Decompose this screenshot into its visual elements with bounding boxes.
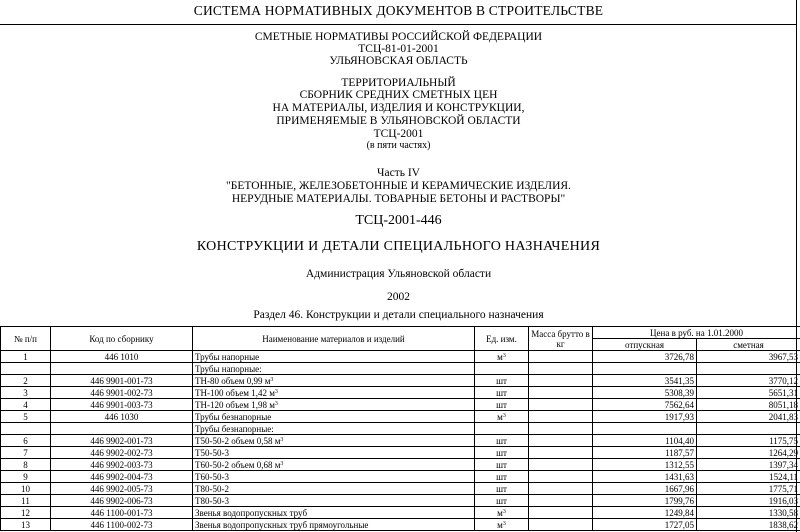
row-code: 446 9901-002-73 (51, 387, 193, 399)
row-name: Т50-50-2 объем 0,58 $м^3$ (193, 435, 475, 447)
row-price-sale (593, 363, 697, 375)
row-price-sale: 1917,93 (593, 411, 697, 423)
row-price-est: 1775,71 (697, 483, 800, 495)
row-mass (529, 459, 593, 471)
collection-line-1: ТЕРРИТОРИАЛЬНЫЙ (341, 77, 456, 89)
administration: Администрация Ульяновской области (305, 268, 492, 280)
col-price-sale-header: отпускная (593, 339, 697, 351)
row-price-sale: 1187,57 (593, 447, 697, 459)
table-row (1, 507, 800, 519)
year: 2002 (387, 291, 410, 303)
row-number: 1 (1, 351, 51, 363)
row-mass (529, 375, 593, 387)
collection-line-4: ПРИМЕНЯЕМЫЕ В УЛЬЯНОВСКОЙ ОБЛАСТИ (276, 115, 521, 127)
collection-code: ТСЦ-2001 (373, 128, 424, 140)
part-title-2: НЕРУДНЫЕ МАТЕРИАЛЫ. ТОВАРНЫЕ БЕТОНЫ И РАСТВОРЫ" (231, 193, 566, 205)
row-unit: шт (475, 495, 529, 507)
row-price-est: 1524,11 (697, 471, 800, 483)
norms-code: ТСЦ-81-01-2001 (358, 43, 439, 55)
row-mass (529, 387, 593, 399)
row-price-est: 1330,58 (697, 507, 800, 519)
row-code (51, 363, 193, 375)
row-name: ТН-120 объем 1,98 $м^3$ (193, 399, 475, 411)
parts-note: (в пяти частях) (366, 140, 431, 151)
part-title-1: "БЕТОННЫЕ, ЖЕЛЕЗОБЕТОННЫЕ И КЕРАМИЧЕСКИЕ ИЗДЕЛИЯ. (226, 180, 571, 192)
row-mass (529, 363, 593, 375)
table-row (1, 435, 800, 447)
row-name: Т60-50-3 (193, 471, 475, 483)
row-unit: шт (475, 459, 529, 471)
table-row (1, 471, 800, 483)
table-row (1, 363, 800, 375)
row-number: 7 (1, 447, 51, 459)
row-unit: шт (475, 483, 529, 495)
col-mass-header: Масса брутто в кг (529, 327, 593, 351)
row-mass (529, 519, 593, 531)
row-name: Трубы напорные (193, 351, 475, 363)
row-price-sale: 1312,55 (593, 459, 697, 471)
row-mass (529, 399, 593, 411)
table-row (1, 459, 800, 471)
row-name: Т80-50-2 (193, 483, 475, 495)
document-title: КОНСТРУКЦИИ И ДЕТАЛИ СПЕЦИАЛЬНОГО НАЗНАЧЕНИЯ (196, 239, 601, 254)
section-title: Раздел 46. Конструкции и детали специального назначения (253, 309, 544, 321)
row-unit (475, 423, 529, 435)
row-number: 6 (1, 435, 51, 447)
row-code: 446 9902-003-73 (51, 459, 193, 471)
row-unit: шт (475, 387, 529, 399)
row-unit: шт (475, 471, 529, 483)
col-name-header: Наименование материалов и изделий (193, 327, 475, 351)
table-row (1, 411, 800, 423)
row-code: 446 1100-002-73 (51, 519, 193, 531)
row-price-est: 1916,03 (697, 495, 800, 507)
row-code: 446 1010 (51, 351, 193, 363)
part-label: Часть IV (377, 167, 420, 179)
table-body (1, 351, 800, 531)
row-price-sale: 1104,40 (593, 435, 697, 447)
row-code (51, 423, 193, 435)
table-row (1, 483, 800, 495)
row-mass (529, 495, 593, 507)
row-price-est: 5651,31 (697, 387, 800, 399)
row-price-est: 3770,12 (697, 375, 800, 387)
table-row (1, 519, 800, 531)
row-price-sale: 3541,35 (593, 375, 697, 387)
row-code: 446 9902-001-73 (51, 435, 193, 447)
row-name: Т50-50-3 (193, 447, 475, 459)
row-price-sale (593, 423, 697, 435)
row-number: 10 (1, 483, 51, 495)
row-code: 446 9902-006-73 (51, 495, 193, 507)
row-unit: $м^3$ (475, 507, 529, 519)
row-name: Звенья водопропускных труб (193, 507, 475, 519)
row-number: 2 (1, 375, 51, 387)
row-code: 446 9901-001-73 (51, 375, 193, 387)
row-unit: шт (475, 447, 529, 459)
col-price-est-header: сметная (697, 339, 800, 351)
table-row (1, 351, 800, 363)
document-code: ТСЦ-2001-446 (355, 213, 442, 228)
row-number: 9 (1, 471, 51, 483)
row-price-est: 1175,75 (697, 435, 800, 447)
table-row (1, 399, 800, 411)
row-number (1, 423, 51, 435)
row-code: 446 9901-003-73 (51, 399, 193, 411)
row-price-est: 8051,18 (697, 399, 800, 411)
row-mass (529, 507, 593, 519)
row-mass (529, 471, 593, 483)
row-name: ТН-100 объем 1,42 $м^3$ (193, 387, 475, 399)
row-name: Трубы безнапорные: (193, 423, 475, 435)
row-price-est (697, 363, 800, 375)
system-header: СИСТЕМА НОРМАТИВНЫХ ДОКУМЕНТОВ В СТРОИТЕЛЬСТВЕ (0, 0, 797, 25)
row-price-sale: 7562,64 (593, 399, 697, 411)
table-row (1, 423, 800, 435)
col-num-header: № п/п (1, 327, 51, 351)
row-unit: $м^3$ (475, 519, 529, 531)
row-number: 13 (1, 519, 51, 531)
row-price-sale: 1727,05 (593, 519, 697, 531)
row-name: Т80-50-3 (193, 495, 475, 507)
row-price-est: 3967,53 (697, 351, 800, 363)
row-price-sale: 1667,96 (593, 483, 697, 495)
row-code: 446 9902-004-73 (51, 471, 193, 483)
row-unit: шт (475, 435, 529, 447)
row-mass (529, 423, 593, 435)
row-number: 12 (1, 507, 51, 519)
table-row (1, 375, 800, 387)
row-price-sale: 1799,76 (593, 495, 697, 507)
collection-line-3: НА МАТЕРИАЛЫ, ИЗДЕЛИЯ И КОНСТРУКЦИИ, (272, 102, 525, 114)
row-unit: $м^3$ (475, 411, 529, 423)
row-number: 5 (1, 411, 51, 423)
row-name: Звенья водопропускных труб прямоугольные (193, 519, 475, 531)
row-price-sale: 1431,63 (593, 471, 697, 483)
row-code: 446 1030 (51, 411, 193, 423)
table-row (1, 387, 800, 399)
row-mass (529, 351, 593, 363)
col-code-header: Код по сборнику (51, 327, 193, 351)
col-unit-header: Ед. изм. (475, 327, 529, 351)
row-number: 8 (1, 459, 51, 471)
row-price-est: 2041,83 (697, 411, 800, 423)
row-name: ТН-80 объем 0,99 $м^3$ (193, 375, 475, 387)
row-price-est: 1397,34 (697, 459, 800, 471)
row-unit: шт (475, 375, 529, 387)
row-unit (475, 363, 529, 375)
row-mass (529, 411, 593, 423)
row-code: 446 9902-002-73 (51, 447, 193, 459)
table-row (1, 495, 800, 507)
row-name: Трубы напорные: (193, 363, 475, 375)
row-price-est (697, 423, 800, 435)
row-unit: шт (475, 399, 529, 411)
row-price-sale: 1249,84 (593, 507, 697, 519)
col-price-header: Цена в руб. на 1.01.2000 (593, 327, 800, 339)
row-number: 11 (1, 495, 51, 507)
row-name: Трубы безнапорные (193, 411, 475, 423)
row-mass (529, 483, 593, 495)
region-name: УЛЬЯНОВСКАЯ ОБЛАСТЬ (329, 55, 468, 67)
row-unit: $м^3$ (475, 351, 529, 363)
row-price-sale: 3726,78 (593, 351, 697, 363)
row-price-sale: 5308,39 (593, 387, 697, 399)
row-number: 3 (1, 387, 51, 399)
norms-line-1: СМЕТНЫЕ НОРМАТИВЫ РОССИЙСКОЙ ФЕДЕРАЦИИ (254, 31, 543, 43)
row-mass (529, 447, 593, 459)
row-number: 4 (1, 399, 51, 411)
row-price-est: 1838,62 (697, 519, 800, 531)
price-table (0, 326, 800, 531)
row-number (1, 363, 51, 375)
row-code: 446 1100-001-73 (51, 507, 193, 519)
row-price-est: 1264,29 (697, 447, 800, 459)
table-row (1, 447, 800, 459)
row-name: Т60-50-2 объем 0,68 $м^3$ (193, 459, 475, 471)
row-mass (529, 435, 593, 447)
row-code: 446 9902-005-73 (51, 483, 193, 495)
collection-line-2: СБОРНИК СРЕДНИХ СМЕТНЫХ ЦЕН (299, 89, 498, 101)
